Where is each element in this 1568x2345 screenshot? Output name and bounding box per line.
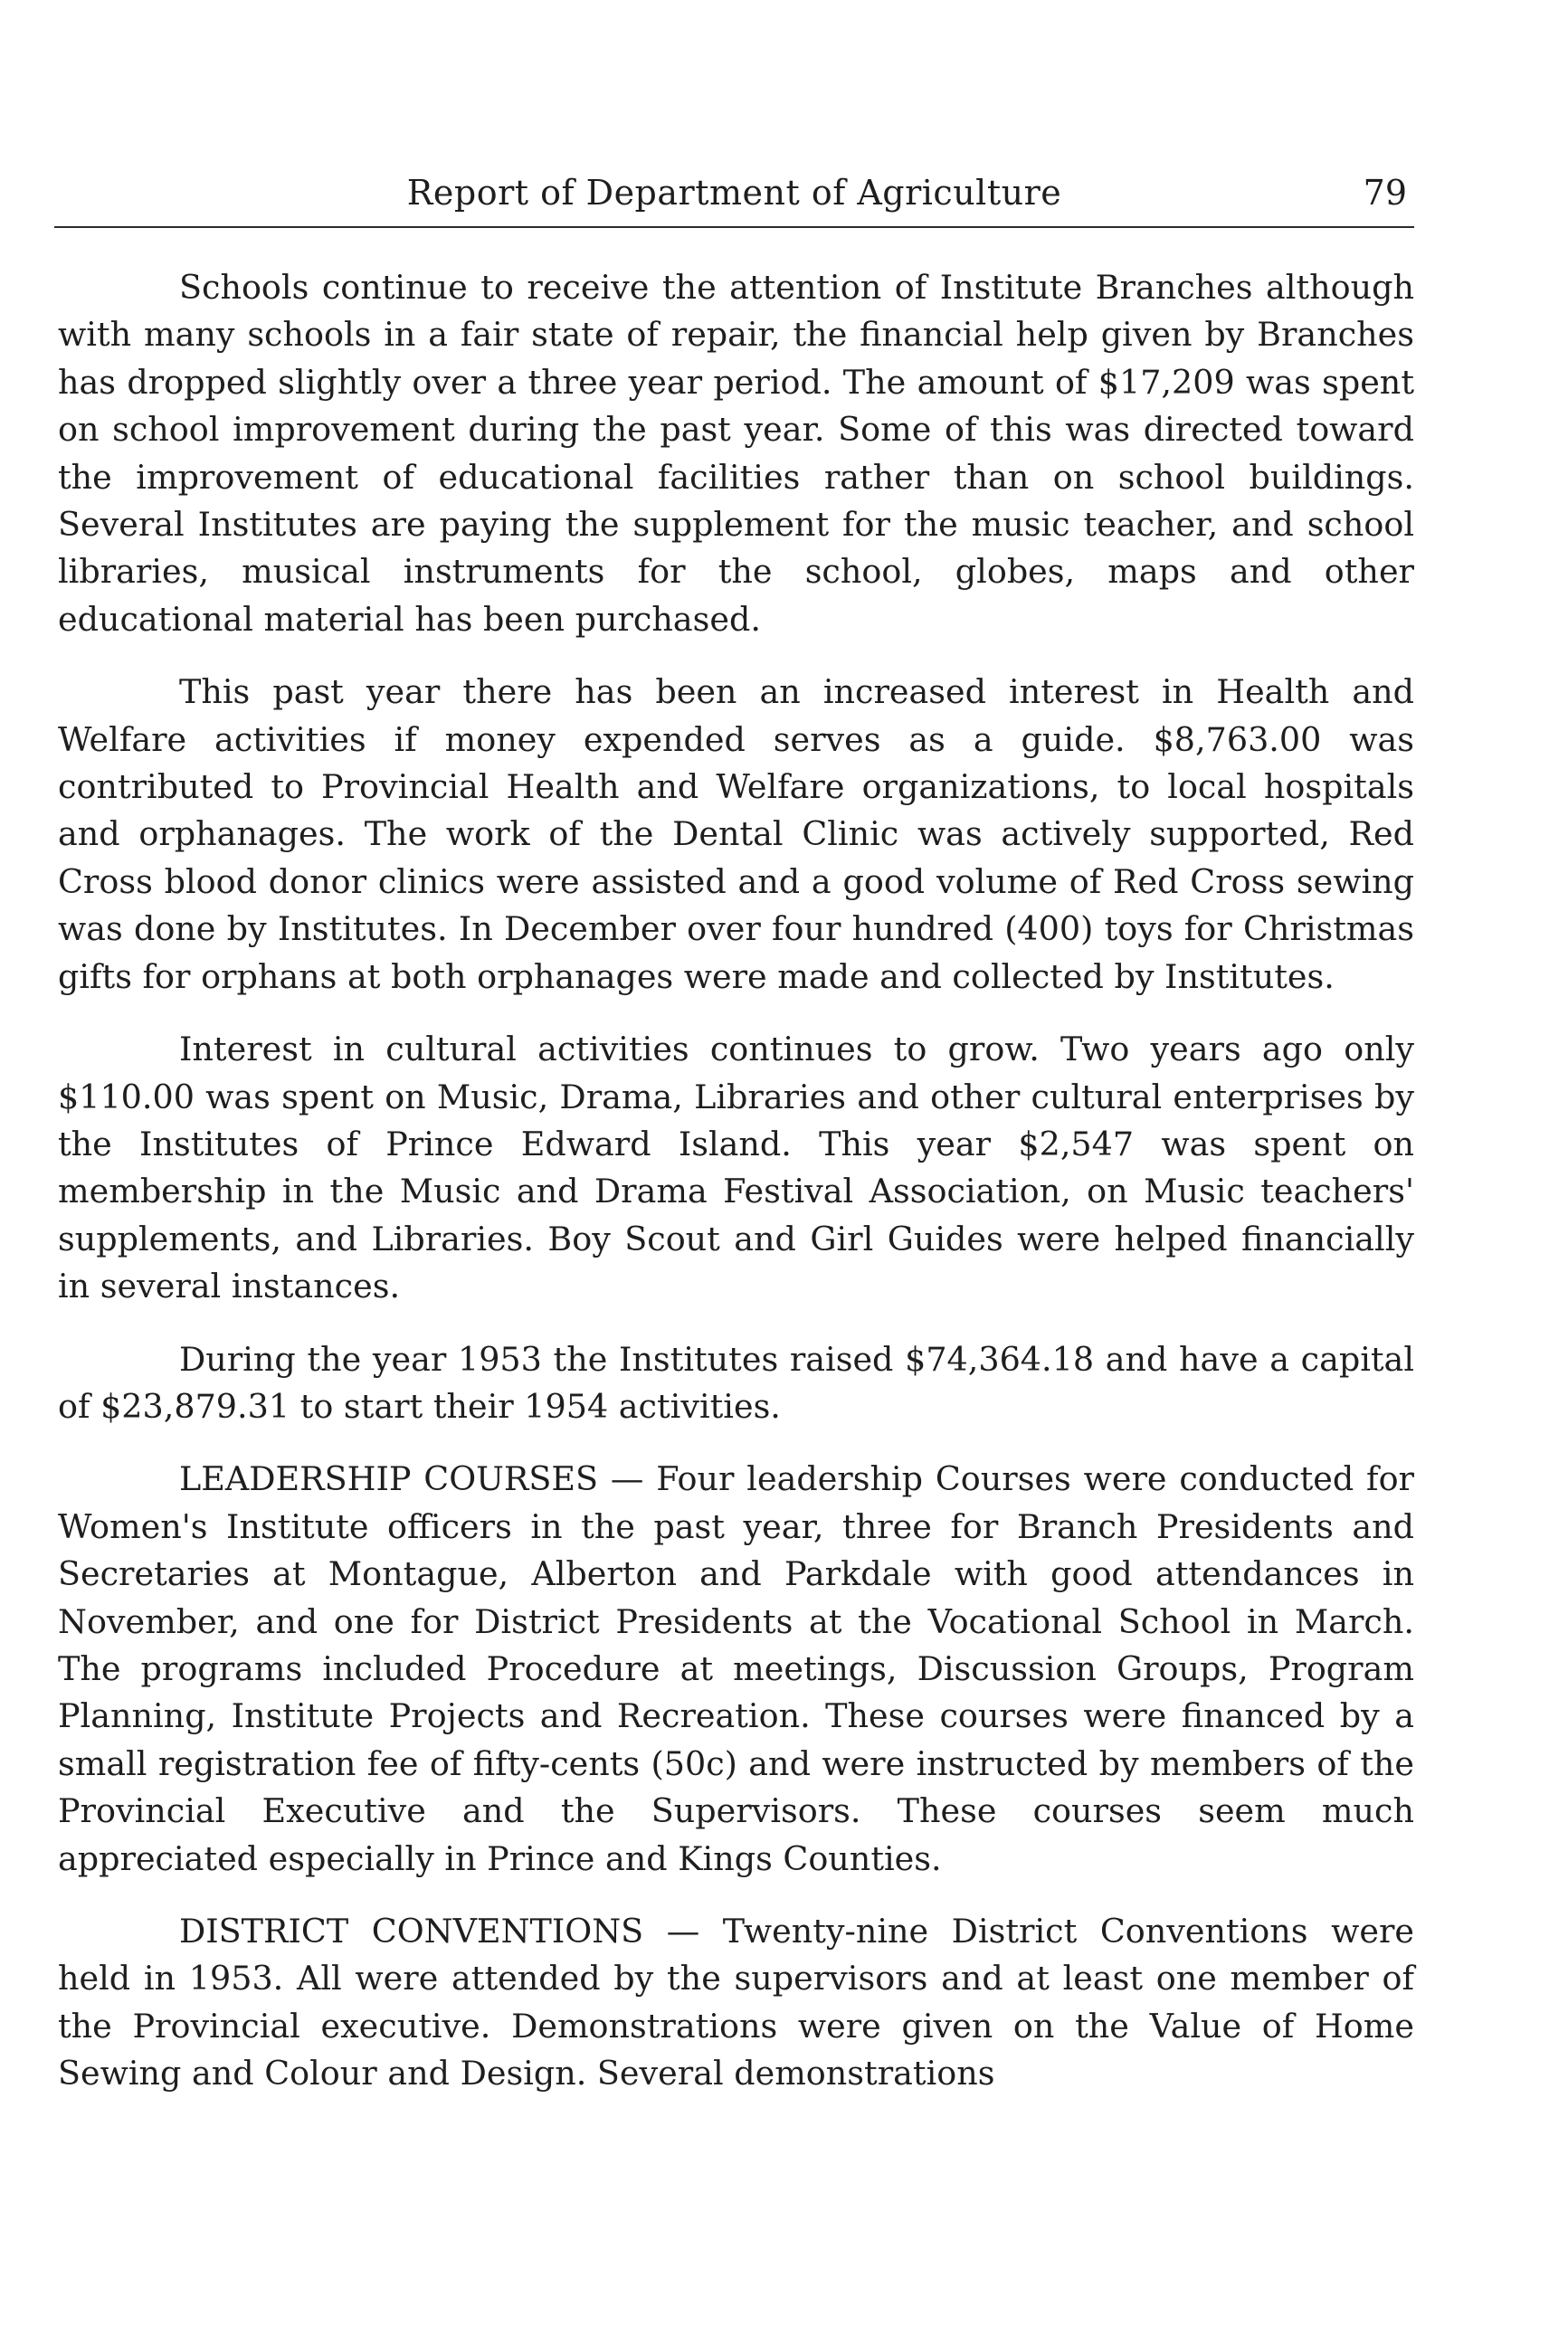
paragraph-leadership-courses: LEADERSHIP COURSES — Four leadership Courses were conducted for Women's Institute officers in the past year, three for Branch Presidents and Secretaries at Montague, Alberton and Parkdale with good attendances in November, and one for District Presidents at the Vocational School in March. The programs included Procedure at meetings, Discussion Groups, Program Planning, Institute Projects and Recreation. These courses were financed by a small registration fee of fifty-cents (50c) and were instructed by members of the Provincial Executive and the Supervisors. These courses seem much appreciated especially in Prince and Kings Counties. <box>58 1459 1414 1878</box>
header-rule <box>54 226 1414 228</box>
paragraph-health-welfare: This past year there has been an increased interest in Health and Welfare activities if money expended serves as a guide. $8,763.00 was contributed to Provincial Health and Welfare organizations, to local hospitals and orphanages. The work of the Dental Clinic was actively supported, Red Cross blood donor clinics were assisted and a good volume of Red Cross sewing was done by Institutes. In December over four hundred (400) toys for Christmas gifts for orphans at both orphanages were made and collected by Institutes. <box>58 672 1414 996</box>
paragraph-cultural-activities: Interest in cultural activities continues to grow. Two years ago only $110.00 was spent on Music, Drama, Libraries and other cultural enterprises by the Institutes of Prince Edward Island. This year $2,547 was spent on membership in the Music and Drama Festival Association, on Music teachers' supplements, and Libraries. Boy Scout and Girl Guides were helped financially in several instances. <box>58 1030 1414 1306</box>
page-number: 79 <box>1363 173 1407 213</box>
paragraph-schools: Schools continue to receive the attention of Institute Branches although with many schools in a fair state of repair, the financial help given by Branches has dropped slightly over a three year period. The amount of $17,209 was spent on school improvement during the past year. Some of this was directed toward the improvement of educational facilities rather than on school buildings. Several Institutes are paying the supplement for the music teacher, and school libraries, musical instruments for the school, globes, maps and other educational material has been purchased. <box>58 268 1414 639</box>
body-text <box>58 264 1414 2123</box>
paragraph-district-conventions: DISTRICT CONVENTIONS — Twenty-nine District Conventions were held in 1953. All were attended by the supervisors and at least one member of the Provincial executive. Demonstrations were given on the Value of Home Sewing and Colour and Design. Several demonstrations <box>58 1912 1414 2093</box>
running-title: Report of Department of Agriculture <box>406 173 1062 213</box>
page-header <box>54 170 1414 224</box>
paragraph-funds-raised: During the year 1953 the Institutes raised $74,364.18 and have a capital of $23,879.31 to start their 1954 activities. <box>58 1339 1414 1426</box>
